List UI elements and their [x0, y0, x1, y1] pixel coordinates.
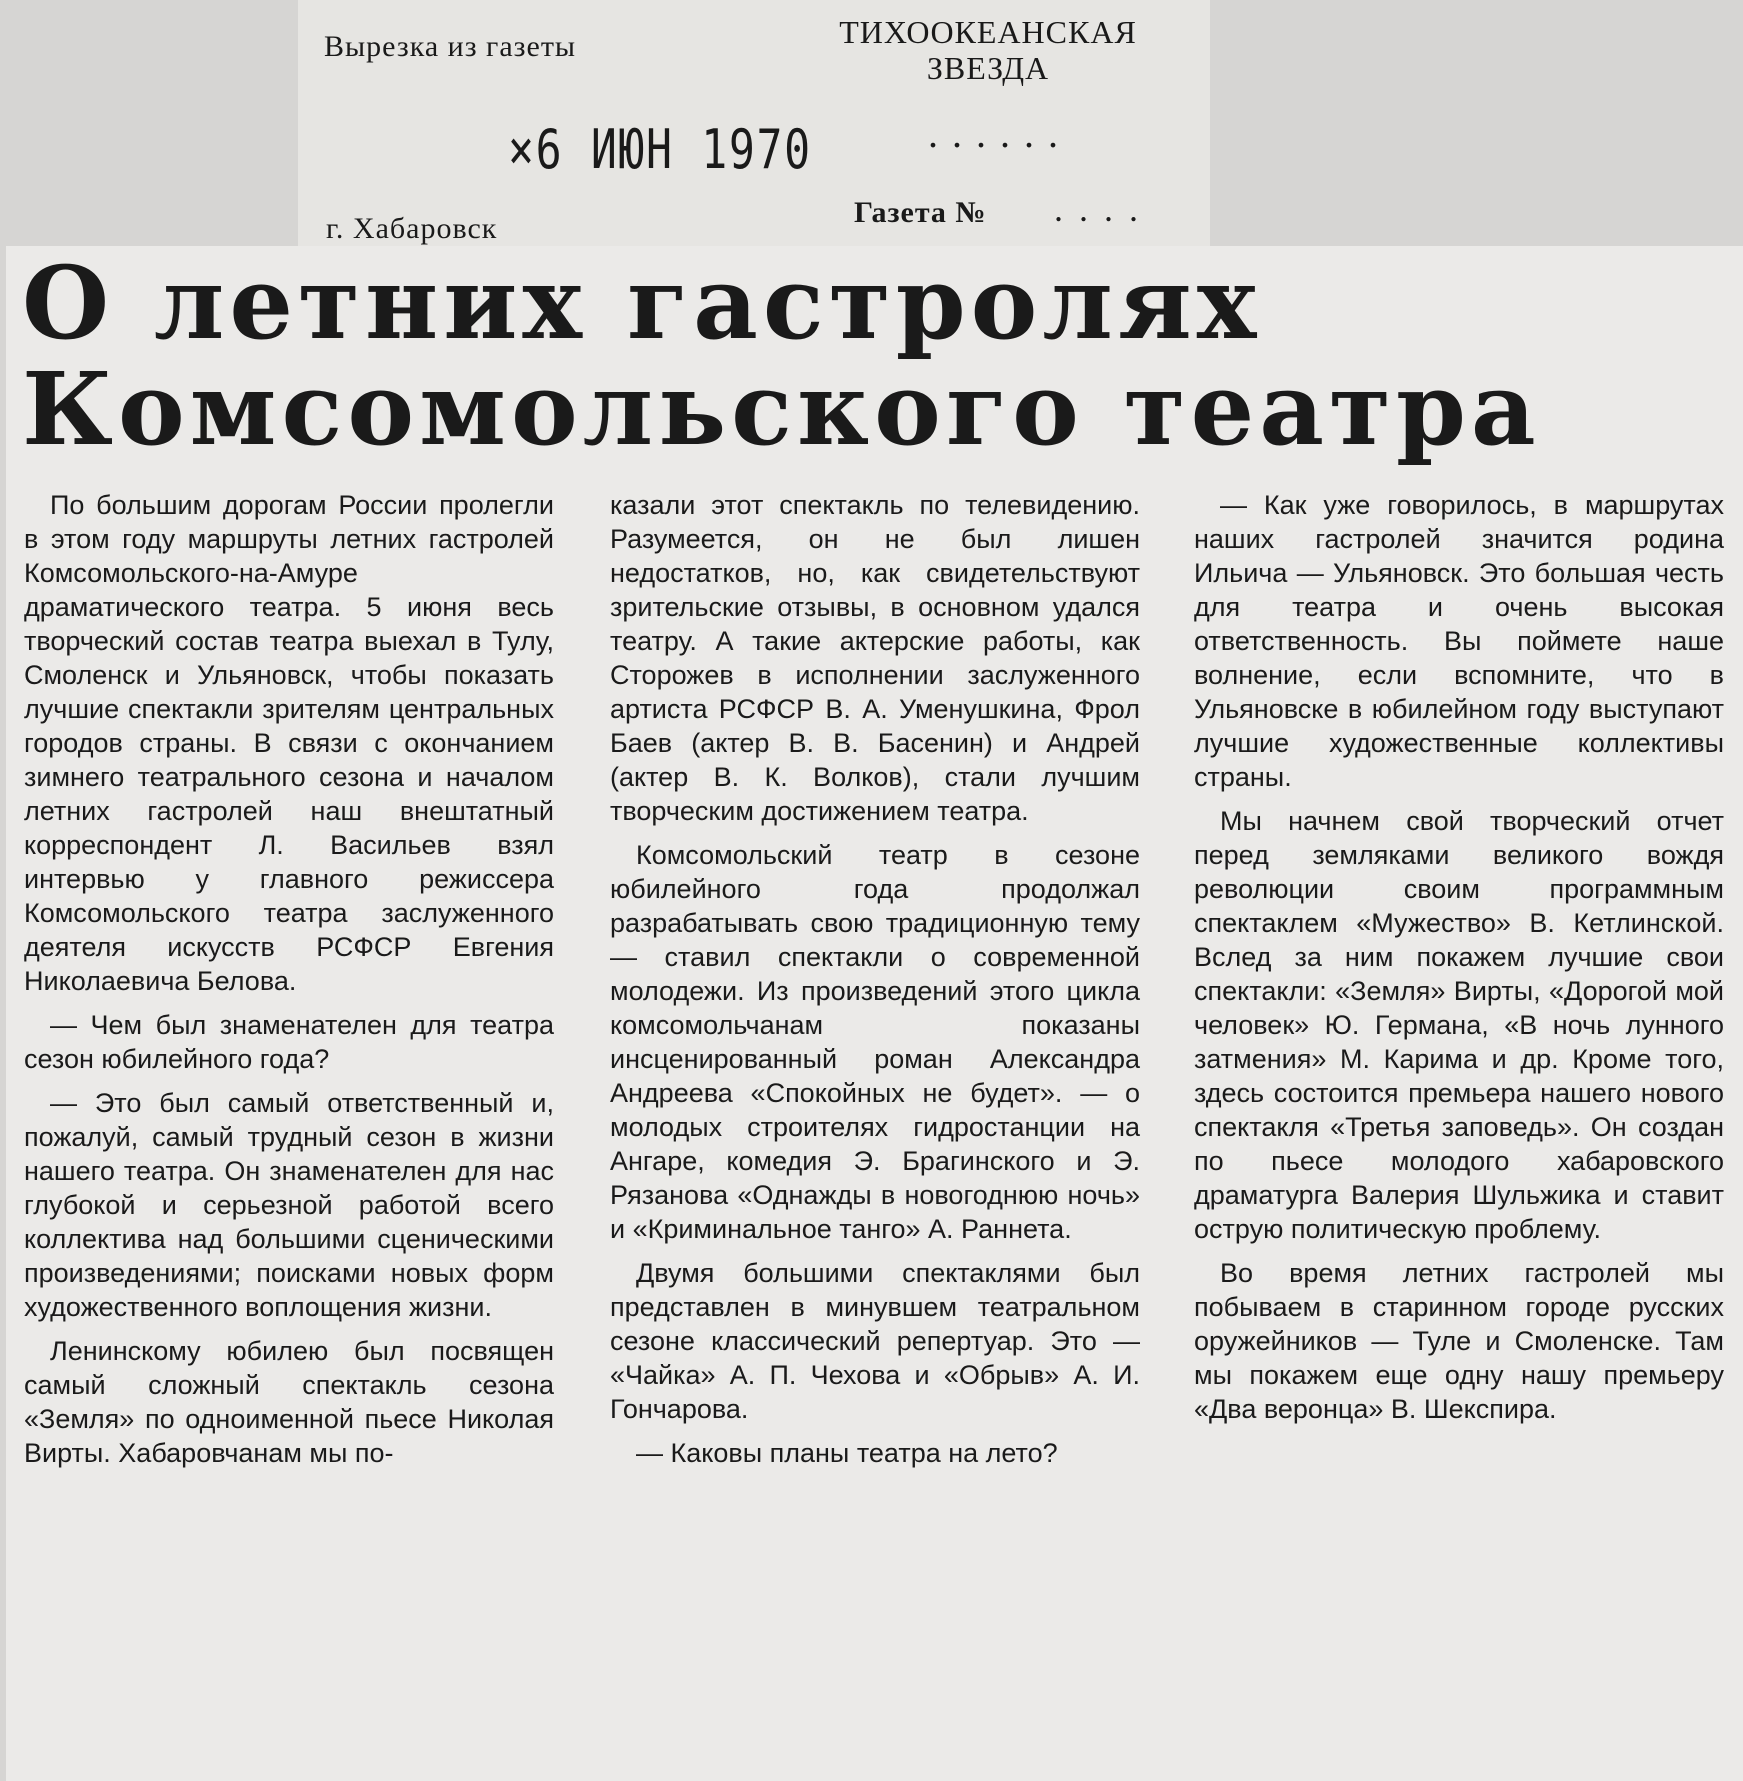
- headline-line-2: Комсомольского театра: [22, 350, 1541, 468]
- issue-dots: ....: [1054, 189, 1154, 229]
- label-source: Вырезка из газеты: [324, 30, 577, 63]
- paragraph: — Это был самый ответственный и, пожалуй, самый трудный сезон в жизни нашего театра. Он знаменателен для нас глубокой и серьезной работой всего коллектива над большими сценическими произведениями; поисками новых форм художественного воплощения жизни.: [24, 1088, 554, 1322]
- paragraph: Мы начнем свой творческий отчет перед земляками великого вождя революции своим программным спектаклем «Мужество» В. Кетлинской. Вслед за ним покажем лучшие свои спектакли: «Земля» Вирты, «Дорогой мой человек» Ю. Германа, «В ночь лунного затмения» М. Карима и др. Кроме того, здесь состоится премьера нашего нового спектакля «Третья заповедь». Он создан по пьесе молодого хабаровского драматурга Валерия Шульжика и ставит острую политическую проблему.: [1194, 806, 1724, 1244]
- paragraph: Комсомольский театр в сезоне юбилейного года продолжал разрабатывать свою традиционную тему — ставил спектакли о современной молодежи. Из произведений этого цикла комсомольчанам показаны инсценированный роман Александра Андреева «Спокойных не будет». — о молодых строителях гидростанции на Ангаре, комедия Э. Брагинского и Э. Рязанова «Однажды в новогоднюю ночь» и «Криминальное танго» А. Раннета.: [610, 840, 1140, 1244]
- paragraph: — Чем был знаменателен для театра сезон юбилейного года?: [24, 1010, 554, 1074]
- label-newspaper-name: ТИХООКЕАНСКАЯ ЗВЕЗДА: [839, 14, 1137, 86]
- paragraph: — Как уже говорилось, в маршрутах наших гастролей значится родина Ильича — Ульяновск. Это большая честь для театра и очень высокая ответственность. Вы поймете наше волнение, если вспомните, что в Ульяновске в юбилейном году выступают лучшие художественные коллективы страны.: [1194, 490, 1724, 792]
- article-headline: [22, 244, 1722, 468]
- label-city: г. Хабаровск: [326, 212, 498, 245]
- article-clipping: [6, 246, 1743, 1781]
- paragraph: Ленинскому юбилею был посвящен самый сложный спектакль сезона «Земля» по одноименной пьесе Николая Вирты. Хабаровчанам мы по-: [24, 1336, 554, 1468]
- paragraph: Двумя большими спектаклями был представлен в минувшем театральном сезоне классический репертуар. Это — «Чайка» А. П. Чехова и «Обрыв» А. И. Гончарова.: [610, 1258, 1140, 1424]
- headline-line-1: О летних гастролях: [22, 244, 1262, 362]
- paragraph: казали этот спектакль по телевидению. Разумеется, он не был лишен недостатков, но, как свидетельствуют зрительские отзывы, в основном удался театру. А такие актерские работы, как Сторожев в исполнении заслуженного артиста РСФСР В. А. Уменушкина, Фрол Баев (актер В. В. Басенин) и Андрей (актер В. К. Волков), стали лучшим творческим достижением театра.: [610, 490, 1140, 826]
- date-dots: ......: [928, 111, 1072, 156]
- article-column-3: [1194, 488, 1724, 1436]
- article-column-2: [610, 488, 1140, 1480]
- article-column-1: [24, 488, 554, 1480]
- paragraph: — Каковы планы театра на лето?: [636, 1438, 1058, 1468]
- label-issue: Газета №: [854, 196, 987, 229]
- paragraph: По большим дорогам России пролегли в этом году маршруты летних гастролей Комсомольского-на-Амуре драматического театра. 5 июня весь творческий состав театра выехал в Тулу, Смоленск и Ульяновск, чтобы показать лучшие спектакли зрителям центральных городов страны. В связи с окончанием зимнего театрального сезона и началом летних гастролей наш внештатный корреспондент Л. Васильев взял интервью у главного режиссера Комсомольского театра заслуженного деятеля искусств РСФСР Евгения Николаевича Белова.: [24, 490, 554, 996]
- paragraph: Во время летних гастролей мы побываем в старинном городе русских оружейников — Туле и Смоленске. Там мы покажем еще одну нашу премьеру «Два веронца» В. Шекспира.: [1194, 1258, 1724, 1424]
- clipping-label: [298, 0, 1210, 246]
- date-stamp: ×6 ИЮН 1970: [508, 118, 812, 181]
